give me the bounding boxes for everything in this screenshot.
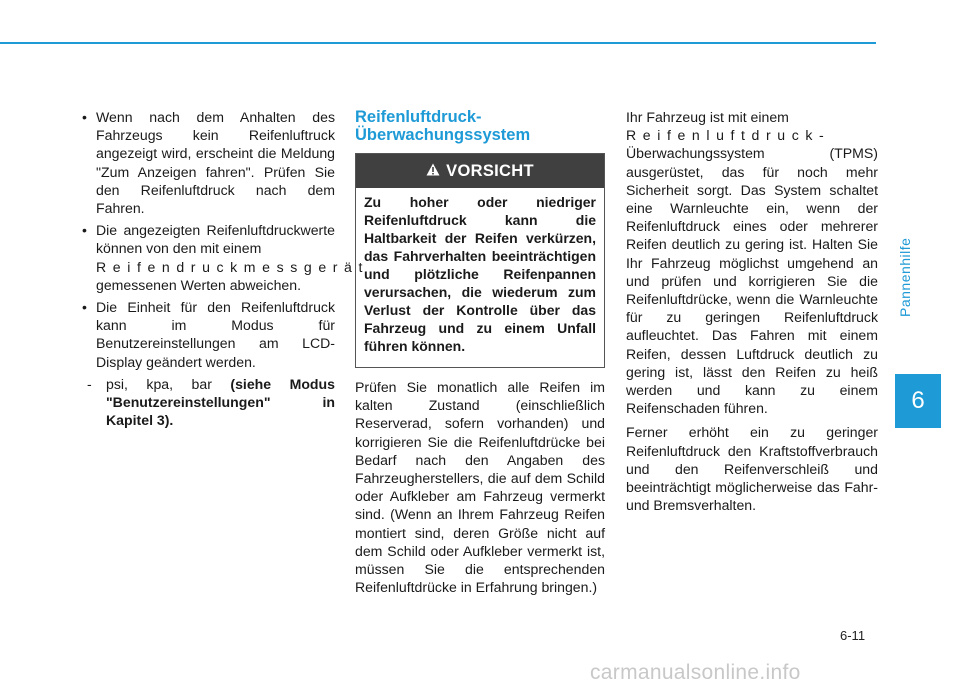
- list-item: • Die angezeigten Reifenluftdruckwerte können von den mit einem Reifendruckmessgerät gemessenen Werten abweichen.: [81, 221, 335, 294]
- list-item: • Wenn nach dem Anhalten des Fahrzeugs kein Reifenluftruck angezeigt wird, erscheint die Meldung "Zum Anzeigen fahren". Prüfen Sie den Reifenluftdruck nach dem Fahren.: [81, 108, 335, 217]
- caution-box: [355, 153, 605, 368]
- watermark: carmanualsonline.info: [590, 661, 801, 684]
- caution-text: Zu hoher oder niedriger Reifenluftdruck kann die Haltbarkeit der Reifen verkürzen, das Fahrverhalten beeinträchtigen und plötzliche Reifenpannen verursachen, die wiederum zum Verlust der Kontrolle über das Fahrzeug und zu einem Unfall führen können.: [364, 194, 596, 354]
- warning-triangle-icon: [426, 162, 440, 180]
- section-title: Pannenhilfe: [897, 237, 913, 318]
- chapter-tab: 6: [895, 374, 941, 428]
- caution-label: VORSICHT: [446, 161, 534, 180]
- paragraph: Prüfen Sie monatlich alle Reifen im kalten Zustand (einschließlich Reserverad, sofern vorhanden) und korrigieren Sie die Reifenluftdrücke bei Bedarf nach den Angaben des Fahrzeugherstellers, die auf dem Schild oder Aufkleber am Fahrzeug vermerkt sind. (Wenn an Ihrem Fahrzeug Reifen montiert sind, deren Größe nicht auf dem Schild oder Aufkleber vermerkt ist, müssen Sie die entsprechenden Reifenluftdrücke in Erfahrung bringen.): [355, 379, 605, 596]
- caution-header: [356, 154, 604, 188]
- section-heading: Reifenluftdruck-Überwachungssystem: [355, 108, 531, 144]
- top-rule: [0, 42, 876, 44]
- paragraph: Ihr Fahrzeug ist mit einem Reifenluftdruck- Überwachungssystem (TPMS) ausgerüstet, das für noch mehr Sicherheit sorgt. Das System schaltet eine Warnleuchte ein, wenn der Reifenluftdruck eines oder mehrerer Reifen deutlich zu gering ist. Halten Sie Ihr Fahrzeug möglichst umgehend an und prüfen und korrigieren Sie die Reifenluftdrücke, wenn die Warnleuchte für zu geringen Reifenluftdruck aufleuchtet. Das Fahren mit einem Reifen, dessen Luftdruck deutlich zu gering ist, lässt den Reifen zu heiß werden und kann zu einem Reifenschaden führen.: [626, 109, 878, 417]
- sub-list-item: - psi, kpa, bar (siehe Modus "Benutzereinstellungen" in Kapitel 3).: [87, 375, 335, 429]
- column-left: [81, 108, 369, 429]
- list-item: • Die Einheit für den Reifenluftdruck kann im Modus für Benutzereinstellungen am LCD-Display geändert werden.: [81, 298, 335, 371]
- paragraph: Ferner erhöht ein zu geringer Reifenluftdruck den Kraftstoffverbrauch und den Reifenverschleiß und beeinträchtigt möglicherweise das Fahr- und Bremsverhalten.: [626, 424, 878, 514]
- bullet-list: [81, 108, 369, 371]
- column-right: [626, 108, 878, 518]
- column-middle: [355, 108, 605, 600]
- page-number: 6-11: [840, 628, 866, 643]
